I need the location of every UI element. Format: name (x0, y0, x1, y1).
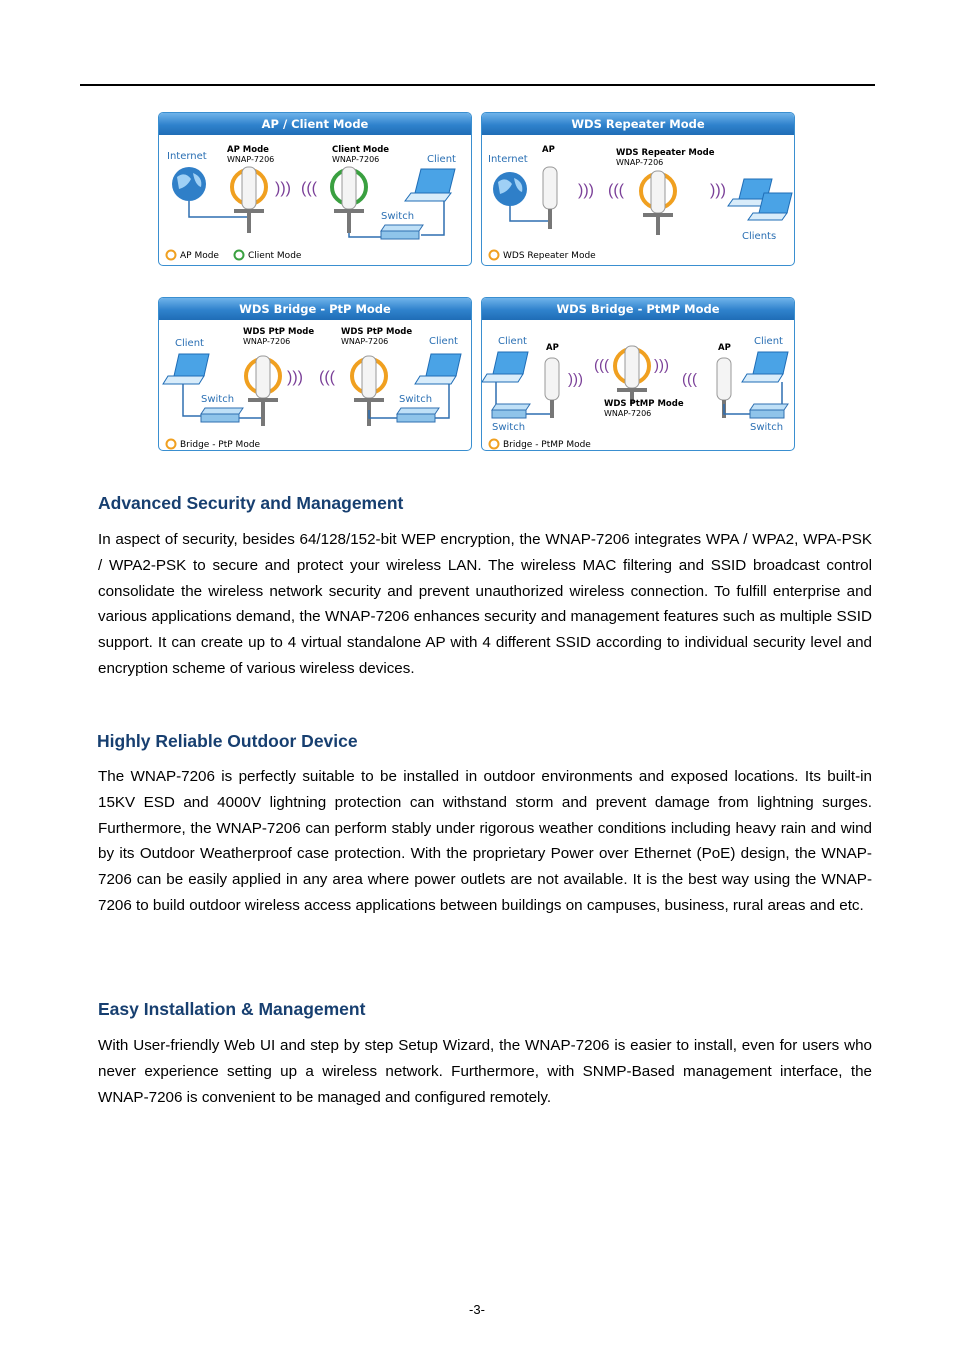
wireless-waves-icon: ((( (594, 357, 609, 374)
section-heading-installation: Easy Installation & Management (98, 999, 366, 1019)
wds-bridge-ptmp-diagram (481, 297, 795, 451)
ap-mode-title: AP Mode (227, 145, 269, 155)
ptp-device-left-icon (246, 356, 280, 426)
switch-icon (750, 404, 788, 418)
section-heading-security: Advanced Security and Management (98, 493, 404, 513)
wireless-waves-icon: ((( (608, 182, 624, 199)
laptop-icon (415, 354, 461, 384)
client-left-label: Client (175, 338, 204, 349)
wireless-waves-icon: ))) (287, 369, 303, 386)
laptop-icon (742, 352, 788, 382)
wireless-waves-icon: ))) (654, 357, 669, 374)
bridge-legend-icon (490, 440, 499, 449)
ptp-right-model: WNAP-7206 (341, 337, 389, 346)
ptp-right-title: WDS PtP Mode (341, 327, 413, 337)
client-label: Client (427, 154, 456, 165)
ap-client-mode-drawing (159, 135, 472, 266)
legend-client-label: Client Mode (248, 251, 302, 261)
wds-repeater-drawing (482, 135, 795, 266)
panel-title: WDS Repeater Mode (482, 113, 794, 135)
wds-bridge-ptp-diagram (158, 297, 472, 451)
wds-ptp-drawing (159, 320, 472, 451)
clients-label: Clients (742, 231, 777, 242)
panel-title: AP / Client Mode (159, 113, 471, 135)
page-number: -3- (469, 1302, 485, 1317)
globe-icon (493, 172, 527, 206)
ap-label: AP (542, 145, 555, 155)
ap-model-label: WNAP-7206 (227, 155, 275, 164)
panel-title: WDS Bridge - PtMP Mode (482, 298, 794, 320)
ap-right-label: AP (718, 343, 731, 353)
laptop-icon (163, 354, 209, 384)
ptmp-title: WDS PtMP Mode (604, 399, 684, 409)
client-mode-title: Client Mode (332, 145, 390, 155)
wireless-waves-icon: ))) (710, 182, 726, 199)
ap-left-label: AP (546, 343, 559, 353)
internet-label: Internet (488, 154, 528, 165)
wds-ptmp-drawing (482, 320, 795, 451)
section-body-security: In aspect of security, besides 64/128/152-bit WEP encryption, the WNAP-7206 integrates WPA / WPA2, WPA-PSK / WPA2-PSK to secure and protect your wireless LAN. The wireless MAC filtering and SSID broadcast control consolidate the wireless network security and prevent unauthorized wireless connection. To fulfill enterprise and various applications demand, the WNAP-7206 enhances security and management features such as multiple SSID support. It can create up to 4 virtual standalone AP with 4 different SSID according to individual security level and encryption scheme of various wireless devices. (98, 531, 872, 677)
section-body-outdoor: The WNAP-7206 is perfectly suitable to be installed in outdoor environments and exposed locations. Its built-in 15KV ESD and 4000V lightning protection can withstand storm and prevent damage from lightning surges. Furthermore, the WNAP-7206 can perform stably under rigorous weather conditions including heavy rain and wind by its Outdoor Weatherproof case protection. With the proprietary Power over Ethernet (PoE) design, the WNAP-7206 can be easily applied in any area where power outlets are not available. It is the best way using the WNAP-7206 to build outdoor wireless access applications between buildings on campuses, business, rural areas and etc. (98, 768, 872, 914)
wireless-waves-icon: ))) (578, 182, 594, 199)
switch-left-label: Switch (201, 394, 235, 405)
legend-ap-label: AP Mode (180, 251, 219, 261)
globe-icon (172, 167, 206, 201)
ap-mode-legend-icon (167, 251, 176, 260)
switch-icon (381, 225, 423, 239)
repeater-mode-title: WDS Repeater Mode (616, 148, 715, 158)
wireless-waves-icon: ))) (275, 180, 291, 197)
switch-icon (492, 404, 530, 418)
ptp-left-model: WNAP-7206 (243, 337, 291, 346)
client-right-label: Client (754, 336, 783, 347)
switch-icon (397, 408, 439, 422)
legend-label: WDS Repeater Mode (503, 251, 596, 261)
ap-device-icon (543, 167, 557, 229)
ap-left-icon (545, 358, 559, 418)
legend-label: Bridge - PtMP Mode (503, 440, 591, 450)
bridge-legend-icon (167, 440, 176, 449)
repeater-device-icon (641, 171, 675, 235)
switch-right-label: Switch (399, 394, 433, 405)
client-mode-legend-icon (235, 251, 244, 260)
ptp-left-title: WDS PtP Mode (243, 327, 315, 337)
laptop-icon (405, 169, 455, 201)
ap-client-mode-diagram (158, 112, 472, 266)
panel-title: WDS Bridge - PtP Mode (159, 298, 471, 320)
client-right-label: Client (429, 336, 458, 347)
section-body-installation: With User-friendly Web UI and step by step Setup Wizard, the WNAP-7206 is easier to install, even for users who never experience setting up a wireless network. Furthermore, with SNMP-Based management interface, the WNAP-7206 is convenient to be managed and configured remotely. (98, 1037, 872, 1106)
ptmp-device-icon (615, 346, 649, 404)
header-rule (80, 84, 875, 86)
internet-label: Internet (167, 151, 207, 162)
switch-label: Switch (381, 211, 415, 222)
section-heading-outdoor: Highly Reliable Outdoor Device (97, 731, 358, 751)
switch-icon (201, 408, 243, 422)
switch-right-label: Switch (750, 422, 784, 433)
switch-left-label: Switch (492, 422, 526, 433)
client-left-label: Client (498, 336, 527, 347)
ap-device-icon (232, 167, 266, 233)
repeater-model-label: WNAP-7206 (616, 158, 664, 167)
wireless-waves-icon: ((( (319, 369, 335, 386)
client-device-icon (332, 167, 366, 233)
repeater-legend-icon (490, 251, 499, 260)
legend-label: Bridge - PtP Mode (180, 440, 261, 450)
wireless-waves-icon: ((( (682, 371, 697, 388)
wireless-waves-icon: ((( (301, 180, 317, 197)
laptop-icon (482, 352, 528, 382)
wds-repeater-mode-diagram (481, 112, 795, 266)
ptmp-model: WNAP-7206 (604, 409, 652, 418)
client-model-label: WNAP-7206 (332, 155, 380, 164)
wireless-waves-icon: ))) (568, 371, 583, 388)
